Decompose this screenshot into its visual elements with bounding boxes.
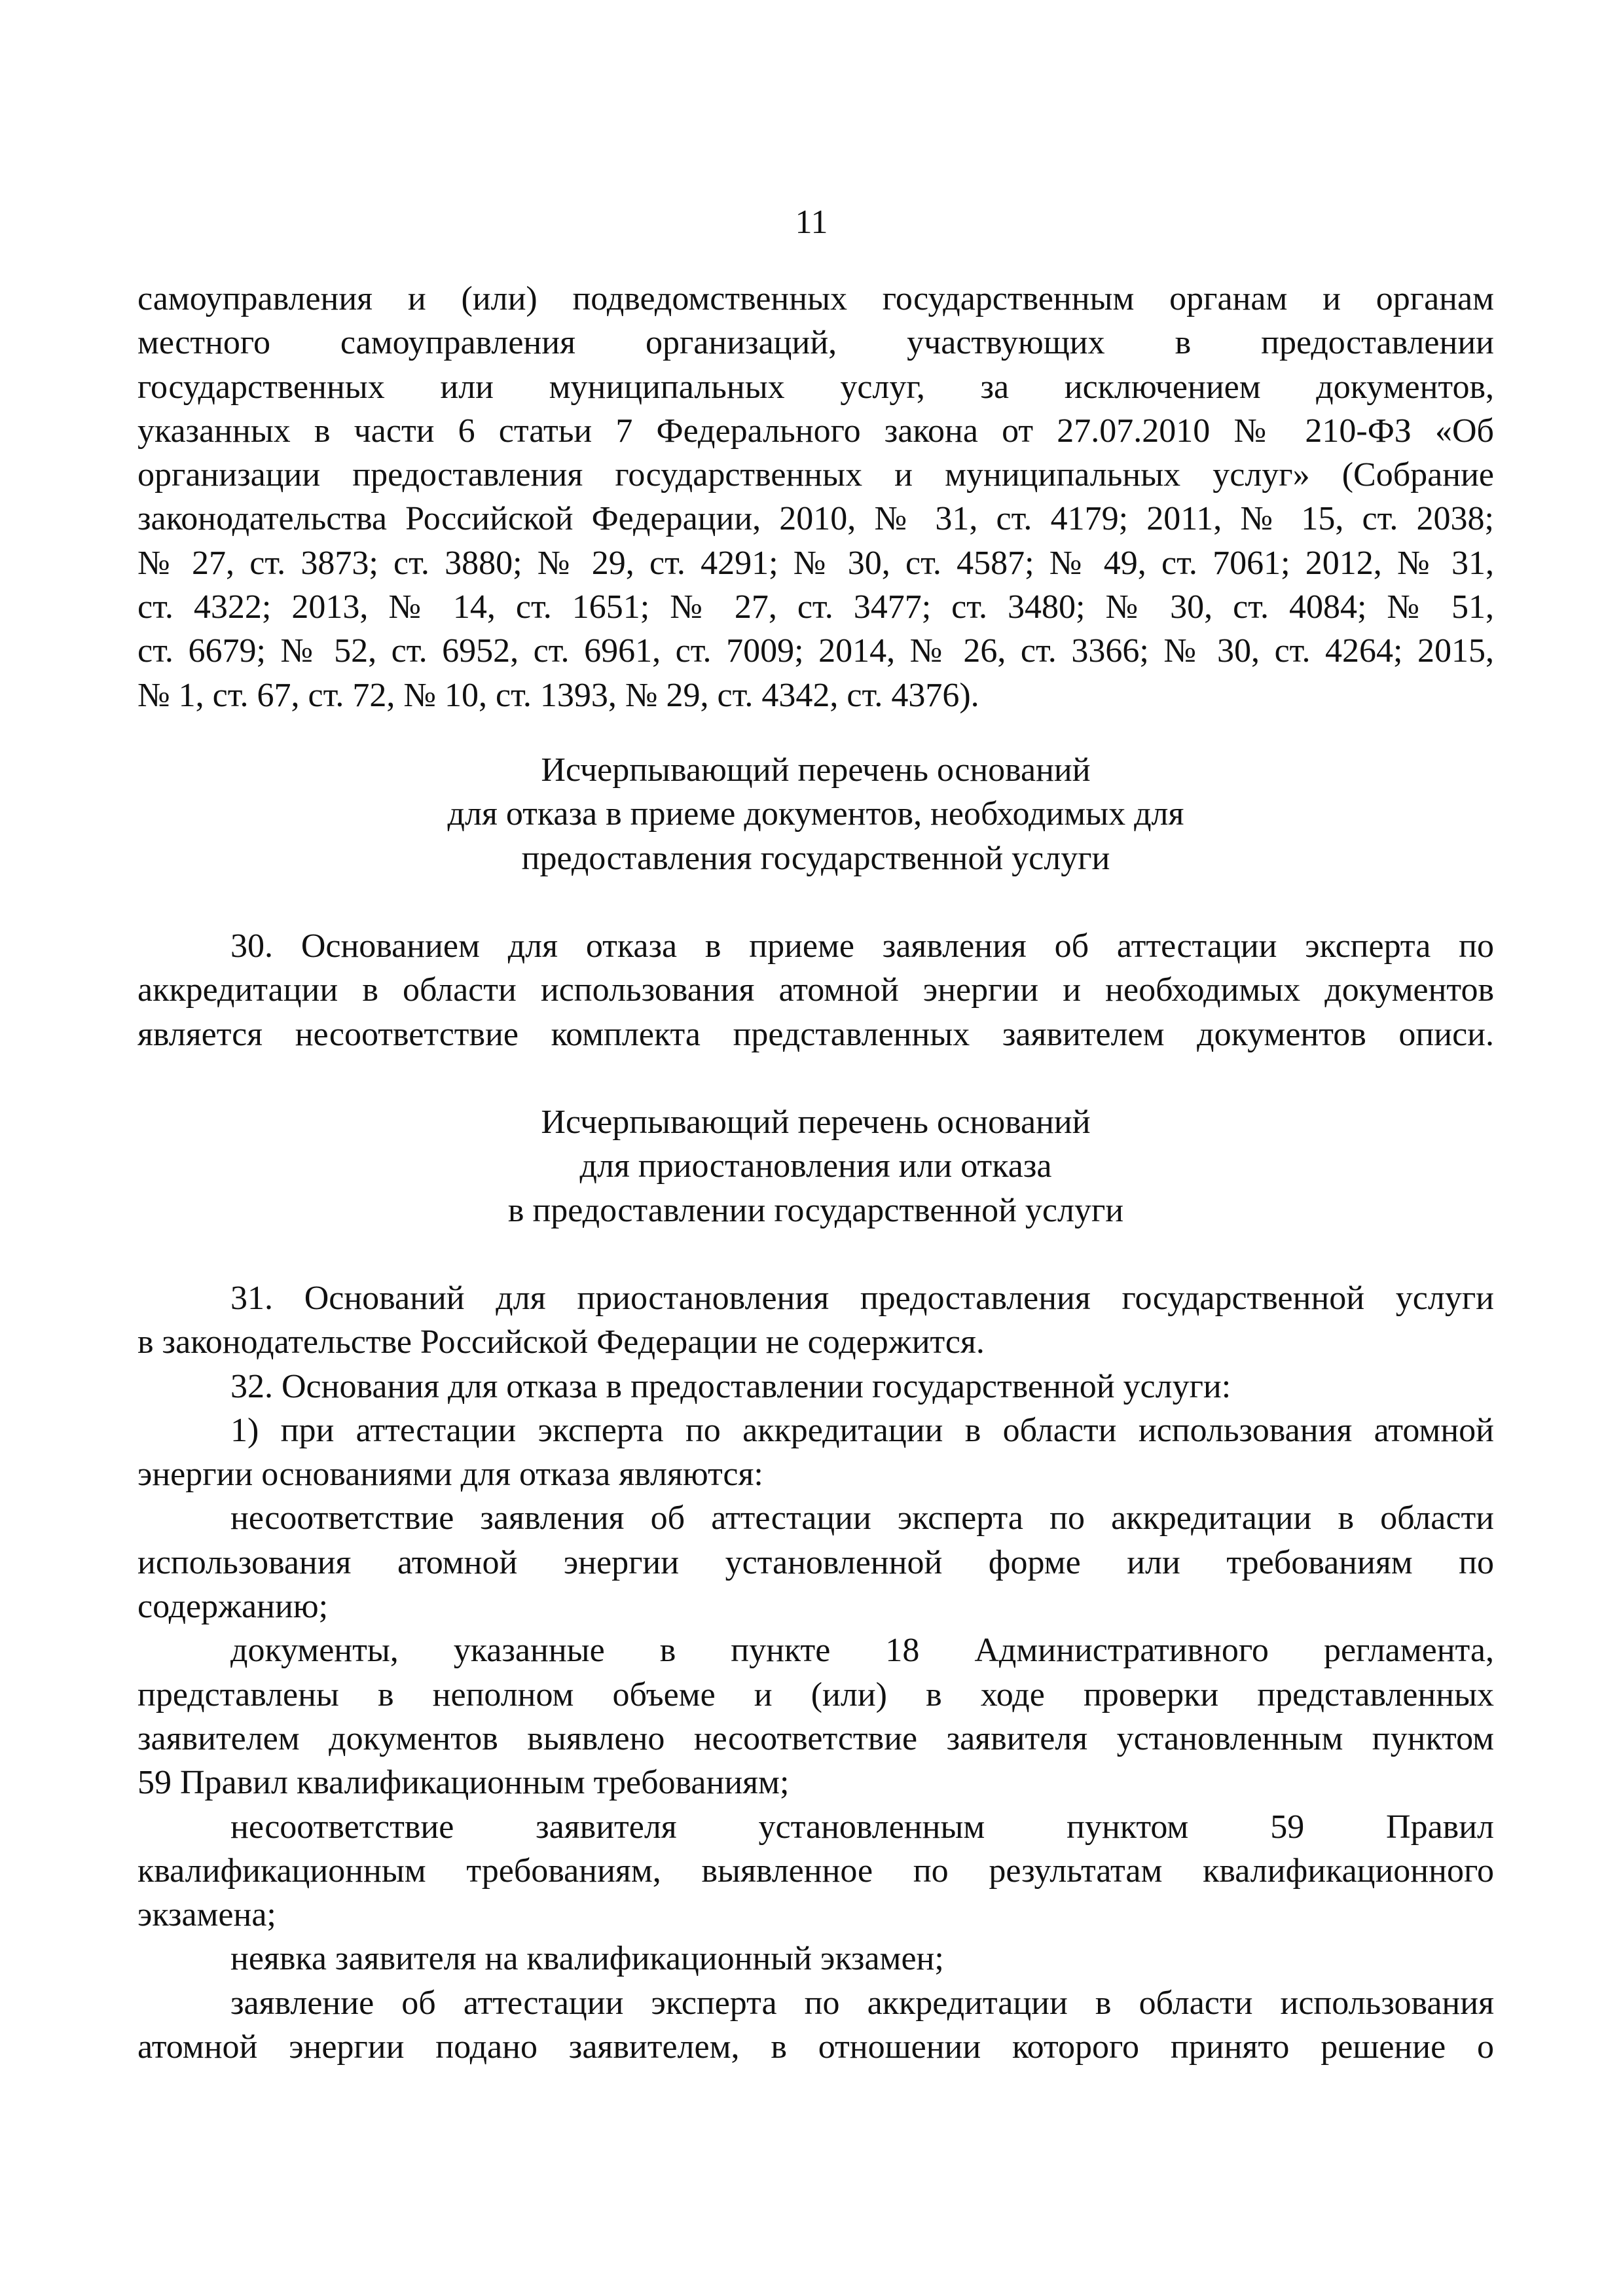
text-line: 1) при аттестации эксперта по аккредитации в области использования атомной: [230, 1411, 1494, 1449]
text-line: ст. 4322; 2013, № 14, ст. 1651; № 27, ст. 3477; ст. 3480; № 30, ст. 4084; № 51,: [137, 588, 1494, 626]
text-line: 59 Правил квалификационным требованиям;: [137, 1764, 790, 1802]
text-line: государственных или муниципальных услуг, за исключением документов,: [137, 368, 1494, 406]
text-line: атомной энергии подано заявителем, в отношении которого принято решение о: [137, 2028, 1494, 2066]
text-line: № 27, ст. 3873; ст. 3880; № 29, ст. 4291; № 30, ст. 4587; № 49, ст. 7061; 2012, № 31,: [137, 544, 1494, 582]
text-line: экзамена;: [137, 1896, 276, 1934]
text-line: 32. Основания для отказа в предоставлении государственной услуги:: [230, 1367, 1231, 1405]
text-line: ст. 6679; № 52, ст. 6952, ст. 6961, ст. 7009; 2014, № 26, ст. 3366; № 30, ст. 4264; 2015,: [137, 632, 1494, 670]
paragraph-items-31-32: [137, 1276, 1494, 2069]
section-heading-suspension: [137, 1100, 1494, 1232]
text-line: № 1, ст. 67, ст. 72, № 10, ст. 1393, № 29, ст. 4342, ст. 4376).: [137, 676, 979, 714]
text-line: указанных в части 6 статьи 7 Федерального закона от 27.07.2010 № 210-ФЗ «Об: [137, 412, 1494, 450]
text-line: представлены в неполном объеме и (или) в ходе проверки представленных: [137, 1676, 1494, 1713]
heading-line: для отказа в приеме документов, необходимых для: [447, 795, 1184, 833]
continuation-paragraph: [137, 277, 1494, 717]
text-line: заявление об аттестации эксперта по аккредитации в области использования: [230, 1984, 1494, 2022]
text-line: местного самоуправления организаций, участвующих в предоставлении: [137, 324, 1494, 362]
text-line: использования атомной энергии установленной форме или требованиям по: [137, 1543, 1494, 1581]
text-line: документы, указанные в пункте 18 Административного регламента,: [230, 1632, 1494, 1670]
heading-line: в предоставлении государственной услуги: [507, 1191, 1124, 1229]
text-line: аккредитации в области использования атомной энергии и необходимых документов: [137, 971, 1494, 1009]
heading-line: для приостановления или отказа: [579, 1147, 1052, 1185]
paragraph-item-30: [137, 924, 1494, 1056]
text-line: несоответствие заявления об аттестации эксперта по аккредитации в области: [230, 1499, 1494, 1537]
text-line: в законодательстве Российской Федерации не содержится.: [137, 1323, 985, 1361]
heading-line: Исчерпывающий перечень оснований: [541, 1103, 1091, 1141]
text-line: 30. Основанием для отказа в приеме заявления об аттестации эксперта по: [230, 927, 1494, 965]
text-line: самоуправления и (или) подведомственных государственным органам и органам: [137, 280, 1494, 317]
section-heading-refusal-acceptance: [137, 748, 1494, 880]
page-number: 11: [795, 204, 828, 241]
text-line: 31. Оснований для приостановления предоставления государственной услуги: [230, 1280, 1494, 1317]
text-line: законодательства Российской Федерации, 2010, № 31, ст. 4179; 2011, № 15, ст. 2038;: [137, 500, 1494, 538]
text-line: несоответствие заявителя установленным пунктом 59 Правил: [230, 1808, 1494, 1846]
text-line: является несоответствие комплекта представленных заявителем документов описи.: [137, 1015, 1494, 1053]
text-line: квалификационным требованиям, выявленное по результатам квалификационного: [137, 1852, 1494, 1890]
heading-line: Исчерпывающий перечень оснований: [541, 751, 1091, 789]
text-line: энергии основаниями для отказа являются:: [137, 1456, 763, 1494]
text-line: заявителем документов выявлено несоответствие заявителя установленным пунктом: [137, 1719, 1494, 1757]
text-line: содержанию;: [137, 1588, 329, 1626]
heading-line: предоставления государственной услуги: [521, 839, 1110, 877]
text-line: организации предоставления государственных и муниципальных услуг» (Собрание: [137, 456, 1494, 494]
text-line: неявка заявителя на квалификационный экзамен;: [230, 1940, 944, 1978]
